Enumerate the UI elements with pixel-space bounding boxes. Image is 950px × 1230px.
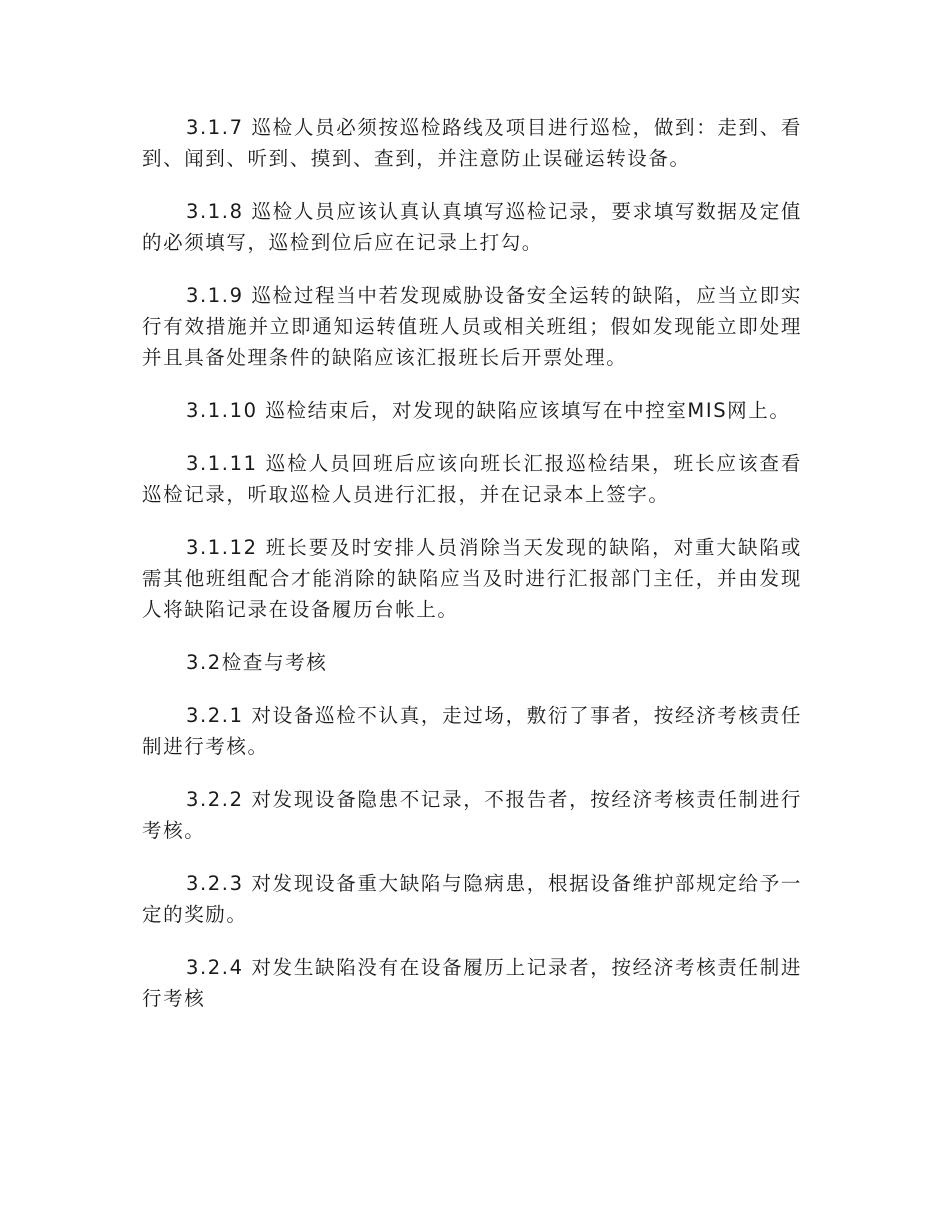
paragraph-3-1-7: 3.1.7 巡检人员必须按巡检路线及项目进行巡检，做到：走到、看到、闻到、听到、摸到、查到，并注意防止误碰运转设备。 [142,116,802,170]
paragraph-3-1-10: 3.1.10 巡检结束后，对发现的缺陷应该填写在中控室MIS网上。 [186,399,791,422]
paragraph-3-2-3: 3.2.3 对发现设备重大缺陷与隐病患，根据设备维护部规定给予一定的奖励。 [142,872,802,926]
paragraph-3-2-1: 3.2.1 对设备巡检不认真，走过场，敷衍了事者，按经济考核责任制进行考核。 [142,704,802,758]
paragraph-3-1-12: 3.1.12 班长要及时安排人员消除当天发现的缺陷，对重大缺陷或需其他班组配合才能消除的缺陷应当及时进行汇报部门主任，并由发现人将缺陷记录在设备履历台帐上。 [142,536,802,621]
paragraph-3-2-4: 3.2.4 对发生缺陷没有在设备履历上记录者，按经济考核责任制进行考核 [142,956,802,1010]
paragraph-3-2-2: 3.2.2 对发现设备隐患不记录，不报告者，按经济考核责任制进行考核。 [142,788,802,842]
paragraph-3-1-9: 3.1.9 巡检过程当中若发现威胁设备安全运转的缺陷，应当立即实行有效措施并立即通知运转值班人员或相关班组；假如发现能立即处理并且具备处理条件的缺陷应该汇报班长后开票处理。 [142,284,802,369]
paragraph-3-1-11: 3.1.11 巡检人员回班后应该向班长汇报巡检结果，班长应该查看巡检记录，听取巡检人员进行汇报，并在记录本上签字。 [142,452,802,506]
section-heading-3-2: 3.2检查与考核 [186,651,328,674]
document-body [142,112,802,1036]
paragraph-3-1-8: 3.1.8 巡检人员应该认真认真填写巡检记录，要求填写数据及定值的必须填写，巡检到位后应在记录上打勾。 [142,200,802,254]
